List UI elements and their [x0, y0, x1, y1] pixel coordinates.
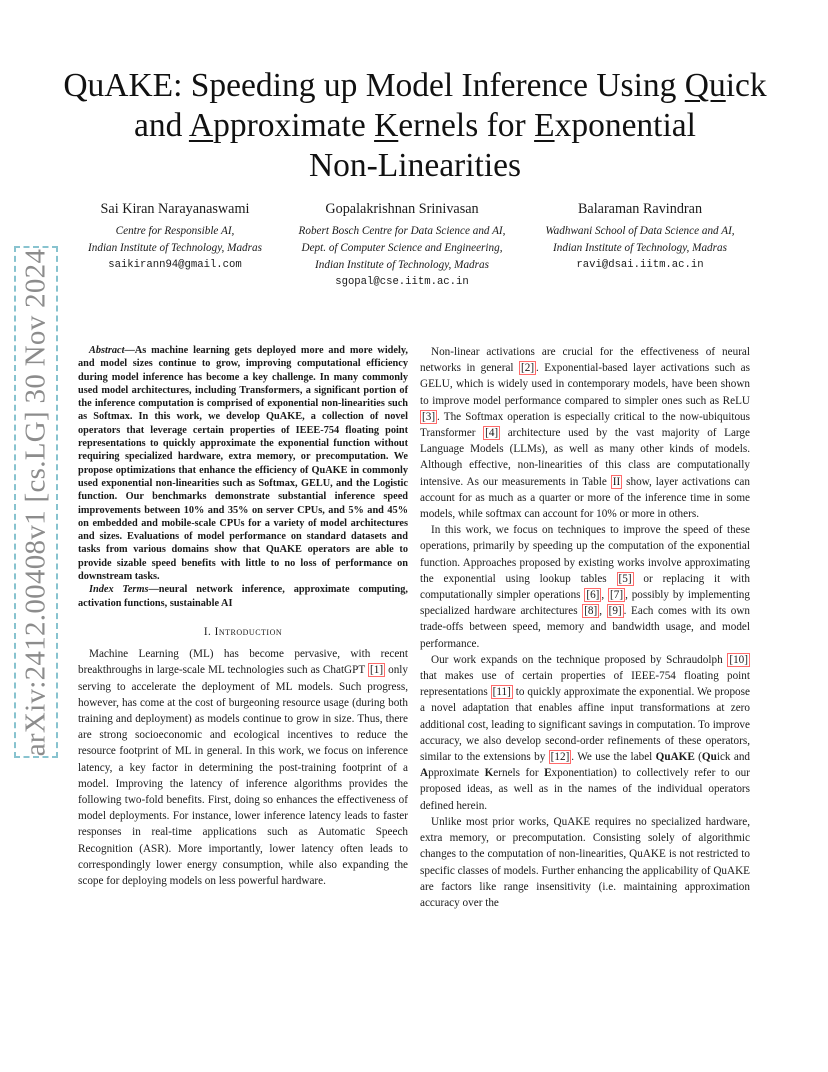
citation-link[interactable]: [7] [610, 589, 624, 602]
left-column [78, 344, 408, 889]
author-affiliation: Indian Institute of Technology, Madras [553, 242, 727, 254]
index-terms [78, 583, 408, 610]
index-terms-label: Index Terms [89, 584, 149, 596]
citation-link[interactable]: [3] [422, 410, 436, 423]
body-paragraph: Our work expands on the technique proposed by Schraudolph [10] that makes use of certain properties of IEEE-754 floating point representations [11] to quickly approximate the exponential. We propose a novel adaptation that enables affine input transformations at zero additional cost, leading to significant savings in computation. To improve accuracy, we also develop second-order refinements of these operators, similar to the extensions by [12] . We use the label QuAKE (Quick and Approximate Kernels for Exponentiation) to collectively refer to our proposed ideas, as well as in the names of the individual operators defined herein. [420, 653, 751, 812]
citation-link[interactable]: [2] [521, 362, 535, 375]
citation-link[interactable]: [10] [729, 653, 748, 666]
author-name: Sai Kiran Narayanaswami [100, 201, 250, 217]
author-name: Gopalakrishnan Srinivasan [325, 201, 479, 217]
author-affiliation: Indian Institute of Technology, Madras [88, 242, 262, 254]
author-block-3 [525, 201, 755, 274]
author-affiliation: Robert Bosch Centre for Data Science and AI, [298, 225, 506, 237]
right-column [420, 344, 750, 911]
index-terms-text: —neural network inference, approximate computing, activation functions, sustainable AI [78, 584, 408, 609]
author-affiliation: Centre for Responsible AI, [115, 225, 235, 237]
citation-link[interactable]: [8] [584, 605, 598, 618]
author-block-1 [64, 201, 286, 274]
section-heading: I. Introduction [203, 625, 283, 638]
citation-link[interactable]: [1] [370, 664, 384, 677]
citation-link[interactable]: [11] [492, 686, 511, 699]
author-affiliation: Dept. of Computer Science and Engineering, [301, 242, 503, 254]
title-line-1: QuAKE: Speeding up Model Inference Using Quick [63, 67, 767, 104]
paper-title [60, 66, 770, 186]
author-email[interactable]: ravi@dsai.iitm.ac.in [576, 259, 704, 271]
arxiv-id-text: arXiv:2412.00408v1 [cs.LG] 30 Nov 2024 [19, 248, 52, 756]
citation-link[interactable]: [4] [485, 427, 499, 440]
abstract-label: Abstract [89, 345, 125, 356]
arxiv-watermark [14, 246, 58, 758]
citation-link[interactable]: [12] [550, 751, 570, 764]
intro-paragraph: Machine Learning (ML) has become pervasive, with recent breakthroughs in large-scale ML technologies such as ChatGPT [1] only serving to accelerate the deployment of ML models. Such progress, however, has come at the cost of burgeoning resource usage (during both training and deployment) as models continue to grow in size. Thus, there are strong socioeconomic and ecological incentives to reduce the resource footprint of ML in general. In this work, we focus on inference latency, a key factor in determining the post-training footprint of a model. Improving the latency of inference algorithms provides the following two-fold benefits. First, doing so enhances the effectiveness of model deployments. For instance, lower inference latency leads to faster responses in real-time applications such as Automatic Speech Recognition (ASR). More importantly, lower latency often leads to correspondingly lower energy consumption, while also expanding the scope for deploying models on less powerful hardware. [78, 648, 409, 887]
author-block-2 [281, 201, 523, 291]
author-email[interactable]: sgopal@cse.iitm.ac.in [335, 276, 469, 288]
table-link[interactable]: II [612, 475, 621, 488]
abstract-text: —As machine learning gets deployed more and more widely, and model sizes continue to grow, improving computational efficiency during model inference has become a key challenge. In many commonly used model architectures, including Transformers, a significant portion of the inference computation is comprised of exponential non-linearities such as Softmax. In this work, we develop QuAKE, a collection of novel operators that leverage certain properties of IEEE-754 floating point representations to quickly approximate the exponential function without requiring specialized hardware, extra memory, or precomputation. We propose optimizations that enhance the efficiency of QuAKE in commonly used exponential non-linearities such as Softmax, GELU, and the Logistic function. Our benchmarks demonstrate substantial inference speed improvements between 10% and 35% on server CPUs, and 5% and 45% on embedded and mobile-scale CPUs for a variety of model architectures and sizes. Evaluations of model performance on standard datasets and tasks from various domains show that QuAKE operators are able to provide sizable speed benefits with little to no loss of performance on downstream tasks. [78, 345, 408, 583]
body-paragraph: In this work, we focus on techniques to improve the speed of these operations, primarily by speeding up the computation of the exponential function. Approaches proposed by existing works involve approximating the exponential using lookup tables [5] or replacing it with computationally simpler operations [6] , [7] , possibly by implementing specialized hardware architectures [8] , [9] . Each comes with its own trade-offs between speed, memory and bandwidth usage, and model performance. [420, 524, 751, 650]
title-line-2: and Approximate Kernels for Exponential [134, 107, 696, 144]
citation-link[interactable]: [6] [586, 589, 600, 602]
citation-link[interactable]: [5] [618, 572, 632, 585]
body-paragraph: Unlike most prior works, QuAKE requires no specialized hardware, extra memory, or precomputation. Consisting solely of algorithmic changes to the computation of non-linearities, QuAKE is not restricted to specific classes of models. Further enhancing the applicability of QuAKE are factors like range insensitivity (i.e. maintaining approximation accuracy over the [420, 815, 750, 909]
body-paragraph: Non-linear activations are crucial for the effectiveness of neural networks in general [2] . Exponential-based layer activations such as GELU, which is widely used in contemporary models, have been shown to improve model performance compared to simpler ones such as ReLU [3] . The Softmax operation is especially critical to the now-ubiquitous Transformer [4] architecture used by the vast majority of Large Language Models (LLMs), as well as many other kinds of models. Although effective, non-linearities of this class are computationally intensive. As our measurements in Table II show, layer activations can account for as much as a quarter or more of the inference time in some models, while softmax can account for 10% or more in others. [420, 346, 751, 521]
title-line-3: Non-Linearities [308, 147, 522, 184]
author-email[interactable]: saikirann94@gmail.com [108, 259, 242, 271]
author-affiliation: Wadhwani School of Data Science and AI, [545, 225, 735, 237]
citation-link[interactable]: [9] [608, 605, 622, 618]
author-name: Balaraman Ravindran [577, 201, 703, 217]
author-affiliation: Indian Institute of Technology, Madras [315, 259, 489, 271]
abstract [78, 344, 408, 583]
